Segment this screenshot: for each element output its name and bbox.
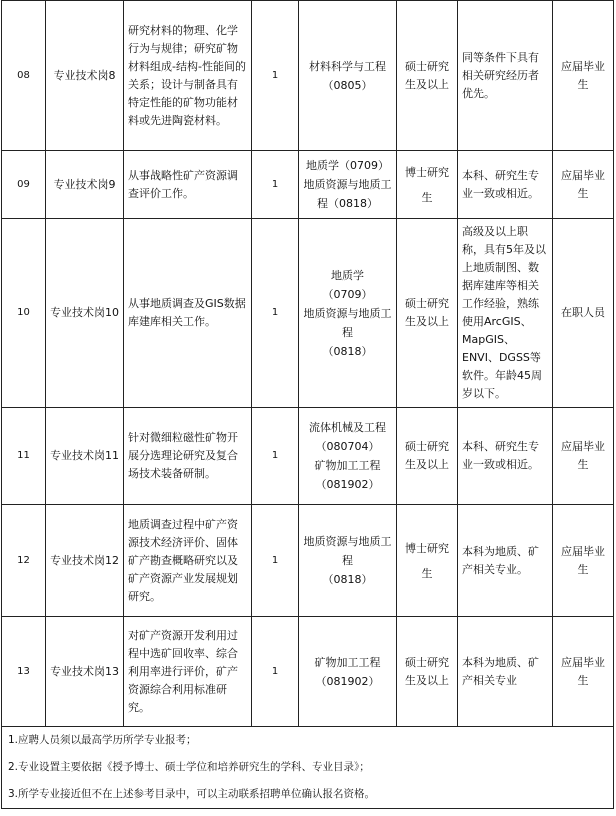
other-requirements-cell: 本科为地质、矿产相关专业 — [458, 617, 553, 727]
other-requirements-cell: 本科、研究生专业一致或相近。 — [458, 408, 553, 505]
duty-cell: 从事地质调查及GIS数据库建库相关工作。 — [124, 219, 252, 408]
major-line: 矿物加工工程 — [314, 459, 381, 472]
major-line: 流体机械及工程 — [309, 421, 386, 434]
degree-cell: 博士研究生 — [397, 151, 458, 219]
major-line: 地质学 — [331, 268, 364, 282]
major-line: （0818） — [322, 344, 373, 358]
table-row — [2, 408, 614, 505]
major-line: （0709） — [322, 287, 373, 301]
duty-cell: 从事战略性矿产资源调查评价工作。 — [124, 151, 252, 219]
post-name-cell: 专业技术岗8 — [46, 1, 124, 151]
row-id-cell: 08 — [2, 1, 46, 151]
degree-cell: 硕士研究生及以上 — [397, 617, 458, 727]
note-1: 1.应聘人员须以最高学历所学专业报考； — [8, 734, 197, 746]
note-2: 2.专业设置主要依据《授予博士、硕士学位和培养研究生的学科、专业目录》； — [8, 761, 370, 773]
degree-cell: 硕士研究生及以上 — [397, 408, 458, 505]
major-line: （081902） — [315, 674, 380, 688]
notes-cell — [2, 727, 614, 809]
duty-cell: 地质调查过程中矿产资源技术经济评价、固体矿产勘查概略研究以及矿产资源产业发展规划研究。 — [124, 505, 252, 617]
recruitment-table — [1, 0, 614, 809]
count-cell: 1 — [252, 505, 299, 617]
table-row — [2, 617, 614, 727]
row-id-cell: 09 — [2, 151, 46, 219]
major-cell — [299, 505, 397, 617]
major-line: （080704） — [315, 440, 380, 453]
other-requirements-cell: 本科为地质、矿产相关专业。 — [458, 505, 553, 617]
post-name-cell: 专业技术岗13 — [46, 617, 124, 727]
post-name-cell: 专业技术岗11 — [46, 408, 124, 505]
duty-cell: 对矿产资源开发利用过程中选矿回收率、综合利用率进行评价，矿产资源综合利用标准研究。 — [124, 617, 252, 727]
post-name-cell: 专业技术岗12 — [46, 505, 124, 617]
major-cell — [299, 617, 397, 727]
degree-cell: 博士研究生 — [397, 505, 458, 617]
notes-row — [2, 727, 614, 809]
post-name-cell: 专业技术岗9 — [46, 151, 124, 219]
target-cell: 应届毕业生 — [553, 408, 614, 505]
major-line: 材料科学与工程 — [309, 59, 386, 73]
table-row — [2, 219, 614, 408]
major-line: 矿物加工工程 — [314, 655, 381, 669]
major-cell — [299, 408, 397, 505]
count-cell: 1 — [252, 1, 299, 151]
table-row — [2, 505, 614, 617]
row-id-cell: 13 — [2, 617, 46, 727]
other-requirements-cell: 本科、研究生专业一致或相近。 — [458, 151, 553, 219]
major-line: （0818） — [322, 573, 373, 586]
other-requirements-cell: 高级及以上职称，具有5年及以上地质制图、数据库建库等相关工作经验，熟练使用ArcGIS、MapGIS、ENVI、DGSS等软件。年龄45周岁以下。 — [458, 219, 553, 408]
count-cell: 1 — [252, 408, 299, 505]
note-3: 3.所学专业接近但不在上述参考目录中，可以主动联系招聘单位确认报名资格。 — [8, 788, 376, 800]
target-cell: 应届毕业生 — [553, 505, 614, 617]
major-line: 地质资源与地质工程 — [303, 535, 392, 567]
count-cell: 1 — [252, 219, 299, 408]
major-cell — [299, 219, 397, 408]
other-requirements-cell: 同等条件下具有相关研究经历者优先。 — [458, 1, 553, 151]
major-line: （081902） — [315, 478, 380, 491]
degree-cell: 硕士研究生及以上 — [397, 1, 458, 151]
major-cell — [299, 151, 397, 219]
major-line: 地质学（0709） — [306, 159, 389, 172]
target-cell: 应届毕业生 — [553, 1, 614, 151]
table-row — [2, 1, 614, 151]
target-cell: 应届毕业生 — [553, 617, 614, 727]
count-cell: 1 — [252, 151, 299, 219]
major-line: （0805） — [322, 78, 373, 92]
major-line: 地质资源与地质工程（0818） — [303, 178, 392, 210]
target-cell: 在职人员 — [553, 219, 614, 408]
table-row — [2, 151, 614, 219]
duty-cell: 针对微细粒磁性矿物开展分选理论研究及复合场技术装备研制。 — [124, 408, 252, 505]
row-id-cell: 10 — [2, 219, 46, 408]
row-id-cell: 12 — [2, 505, 46, 617]
major-cell — [299, 1, 397, 151]
target-cell: 应届毕业生 — [553, 151, 614, 219]
count-cell: 1 — [252, 617, 299, 727]
duty-cell: 研究材料的物理、化学行为与规律；研究矿物材料组成-结构-性能间的关系；设计与制备具有特定性能的矿物功能材料或先进陶瓷材料。 — [124, 1, 252, 151]
row-id-cell: 11 — [2, 408, 46, 505]
degree-cell: 硕士研究生及以上 — [397, 219, 458, 408]
post-name-cell: 专业技术岗10 — [46, 219, 124, 408]
major-line: 地质资源与地质工程 — [303, 306, 392, 339]
